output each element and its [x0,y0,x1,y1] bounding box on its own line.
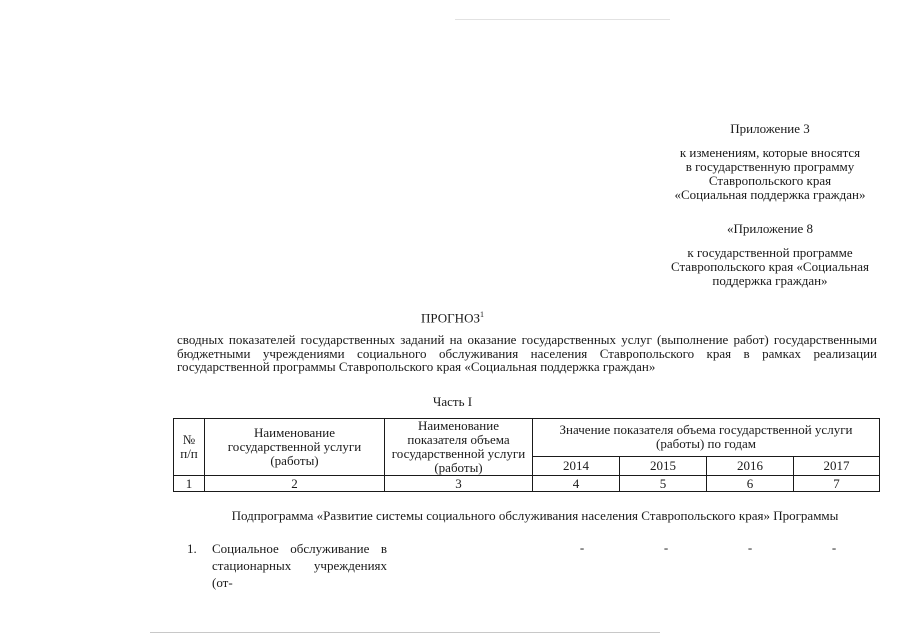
column-number: 4 [533,476,620,492]
scan-artifact-bottom [150,632,660,633]
header-num [174,419,205,476]
part-label: Часть I [432,394,473,409]
row-value-2017: - [831,540,837,555]
row-number: 1. [187,541,197,556]
row-value-2016: - [747,540,753,555]
column-number: 3 [385,476,533,492]
annex-3-title: Приложение 3 [730,121,810,136]
header-service-name: Наименование государственной услуги (работы) [205,419,385,476]
annex-3-block [660,122,880,202]
row-service-name-line: стационарных учреждениях (от- [212,558,387,590]
annex-8-title: «Приложение 8 [726,221,814,236]
column-number: 5 [620,476,707,492]
annex-3-line: к изменениям, которые вносятся [679,145,861,160]
header-num-line: № [182,432,196,447]
annex-8-line: к государственной программе [687,245,853,260]
annex-8-block [660,222,880,288]
forecast-table [173,418,880,492]
row-value-2015: - [663,540,669,555]
header-num-line: п/п [180,446,198,461]
header-year: 2016 [707,456,794,475]
row-service-name [212,540,387,591]
header-year: 2017 [794,456,880,475]
header-year: 2014 [533,456,620,475]
annex-8-line: Ставропольского края «Социальная [670,259,870,274]
annex-3-line: «Социальная поддержка граждан» [674,187,866,202]
document-title-text: ПРОГНОЗ [421,310,480,326]
column-number: 2 [205,476,385,492]
header-year: 2015 [620,456,707,475]
column-number: 6 [707,476,794,492]
footnote-mark: 1 [479,310,484,319]
annex-8-line: поддержка граждан» [712,273,828,288]
scan-artifact-top [455,19,670,20]
row-value-2014: - [579,540,585,555]
header-value-group: Значение показателя объема государственной услуги (работы) по годам [533,419,880,457]
annex-3-line: Ставропольского края [708,173,832,188]
document-subtitle: сводных показателей государственных заданий на оказание государственных услуг (выполнение работ) государственными бюджетными учреждениями социального обслуживания населения Ставропольского края в рамках реализации государственной программы Ставропольского края «Социальная поддержка граждан» [177,332,877,374]
header-indicator-name: Наименование показателя объема государственной услуги (работы) [385,419,533,476]
annex-3-line: в государственную программу [685,159,855,174]
column-number: 7 [794,476,880,492]
subprogram-title: Подпрограмма «Развитие системы социального обслуживания населения Ставропольского края» Программы [231,508,839,523]
document-title [0,310,905,326]
row-service-name-line: Социальное обслуживание в [212,541,387,556]
column-number: 1 [174,476,205,492]
